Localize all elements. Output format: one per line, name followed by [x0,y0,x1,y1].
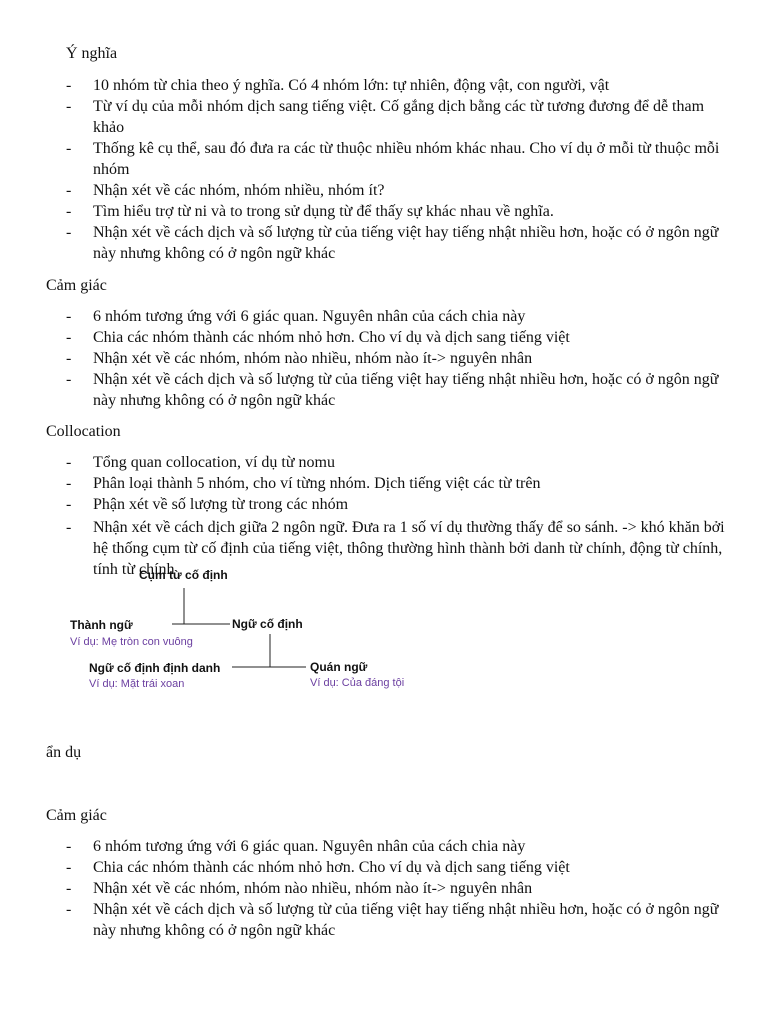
bullet-dash: - [66,880,72,897]
list-item: - Nhận xét về cách dịch và số lượng từ của tiếng việt hay tiếng nhật nhiều hơn, hoặc có ở ngôn ngữ này nhưng không có ở ngôn ngữ khác [66,371,719,409]
bullet-dash: - [66,901,72,918]
diagram-customary-example: Ví dụ: Của đáng tội [310,677,405,689]
bullet-dash: - [66,182,72,199]
list-item: - Từ ví dụ của mỗi nhóm dịch sang tiếng việt. Cố gắng dịch bằng các từ tương đương để dễ tham khảo [66,98,705,136]
list-item: - 6 nhóm tương ứng với 6 giác quan. Nguyên nhân của cách chia này [66,838,526,855]
section-heading-an-du: ẩn dụ [46,744,82,761]
list-item: - Phận xét về số lượng từ trong các nhóm [66,496,349,513]
bullet-dash: - [66,224,72,241]
bullet-dash: - [66,308,72,325]
cut-off-paragraph [66,517,726,578]
fixed-phrase-diagram [60,564,460,700]
diagram-fixed-phrase-node: Ngữ cố định [232,617,303,631]
list-item: - Nhận xét về cách dịch và số lượng từ của tiếng việt hay tiếng nhật nhiều hơn, hoặc có ở ngôn ngữ này nhưng không có ở ngôn ngữ khác [66,224,719,262]
bullet-dash: - [66,454,72,471]
bullet-dash: - [66,496,72,513]
list-item: - Chia các nhóm thành các nhóm nhỏ hơn. Cho ví dụ và dịch sang tiếng việt [66,859,570,876]
section-heading-collocation: Collocation [46,423,121,440]
list-item: - Tìm hiểu trợ từ ni và to trong sử dụng từ để thấy sự khác nhau về nghĩa. [66,203,554,220]
bullet-dash: - [66,859,72,876]
diagram-nominal-node: Ngữ cố định định danh [89,661,221,675]
diagram-idiom-node: Thành ngữ [70,618,133,632]
list-item: - Thống kê cụ thể, sau đó đưa ra các từ thuộc nhiều nhóm khác nhau. Cho ví dụ ở mỗi từ thuộc mỗi nhóm [66,140,720,178]
bullet-dash: - [66,77,72,94]
bullet-dash: - [66,838,72,855]
list-item: - 6 nhóm tương ứng với 6 giác quan. Nguyên nhân của cách chia này [66,308,526,325]
bullet-dash: - [66,371,72,388]
bullet-dash: - [66,350,72,367]
list-item: - 10 nhóm từ chia theo ý nghĩa. Có 4 nhóm lớn: tự nhiên, động vật, con người, vật [66,77,610,94]
section-heading-y-nghia: Ý nghĩa [66,45,118,62]
list-item: - Tổng quan collocation, ví dụ từ nomu [66,454,335,471]
list-item: - Nhận xét về các nhóm, nhóm nhiều, nhóm ít? [66,182,385,199]
bullet-dash: - [66,140,72,157]
bullet-dash: - [66,519,72,536]
bullet-dash: - [66,475,72,492]
bullet-dash: - [66,203,72,220]
section-heading-cam-giac: Cảm giác [46,277,107,294]
section-heading-cam-giac-2: Cảm giác [46,807,107,824]
section-list-cam-giac [66,306,726,411]
list-item: - Phân loại thành 5 nhóm, cho ví từng nhóm. Dịch tiếng việt các từ trên [66,475,541,492]
list-item: - Nhận xét về các nhóm, nhóm nào nhiều, nhóm nào ít-> nguyên nhân [66,880,533,897]
section-list-collocation [66,452,726,515]
diagram-idiom-example: Ví dụ: Mẹ tròn con vuông [70,636,193,648]
section-list-cam-giac-2 [66,836,726,941]
list-item: - Nhận xét về cách dịch giữa 2 ngôn ngữ. Đưa ra 1 số ví dụ thường thấy để so sánh. -> khó khăn bởi hệ thống cụm từ cố định của tiếng việt, thông thường hình thành bởi danh từ chính, động từ chính, tính từ chính [66,519,725,578]
diagram-nominal-example: Ví dụ: Mặt trái xoan [89,678,185,690]
diagram-root-node: Cụm từ cố định [139,568,228,582]
section-list-y-nghia [66,75,726,264]
list-item: - Nhận xét về cách dịch và số lượng từ của tiếng việt hay tiếng nhật nhiều hơn, hoặc có ở ngôn ngữ này nhưng không có ở ngôn ngữ khác [66,901,719,939]
list-item: - Nhận xét về các nhóm, nhóm nào nhiều, nhóm nào ít-> nguyên nhân [66,350,533,367]
list-item: - Chia các nhóm thành các nhóm nhỏ hơn. Cho ví dụ và dịch sang tiếng việt [66,329,570,346]
bullet-dash: - [66,98,72,115]
bullet-dash: - [66,329,72,346]
diagram-customary-node: Quán ngữ [310,660,368,674]
